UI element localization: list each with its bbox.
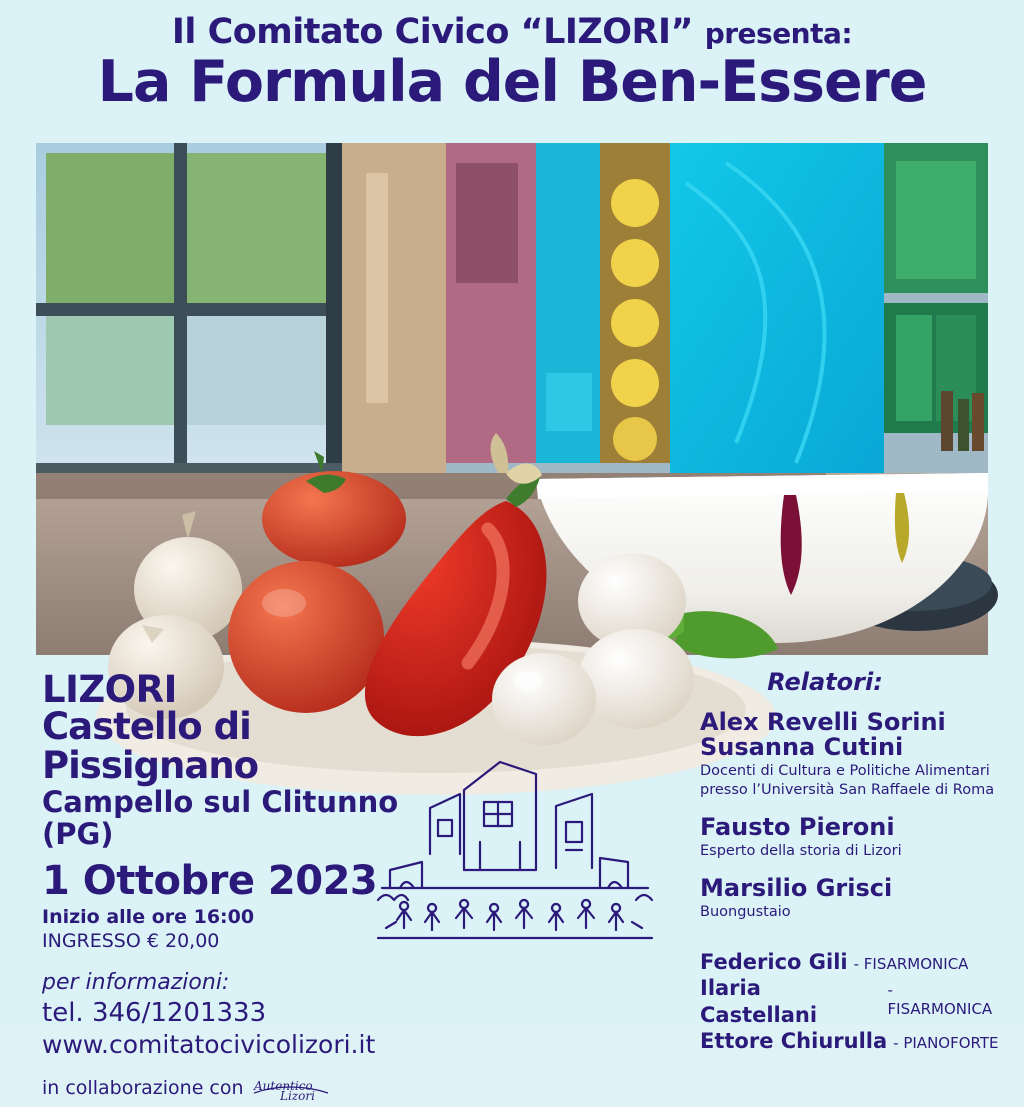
speaker-name: Susanna Cutini bbox=[700, 732, 904, 761]
autentico-lizori-logo-icon bbox=[252, 1073, 332, 1103]
venue-subtitle: Castello di Pissignano bbox=[42, 705, 259, 788]
event-start-time: Inizio alle ore 16:00 bbox=[42, 906, 255, 929]
poster-header bbox=[0, 0, 1024, 113]
musician-instrument: - FISARMONICA bbox=[887, 981, 993, 1019]
speaker-name: Fausto Pieroni bbox=[700, 813, 895, 842]
musician-instrument: - FISARMONICA bbox=[853, 955, 969, 974]
header-presenter-text: Il Comitato Civico “LIZORI” bbox=[171, 12, 693, 52]
speaker-entry bbox=[700, 876, 1000, 921]
speaker-role: Docenti di Cultura e Politiche Alimentari bbox=[700, 762, 990, 779]
village-sketch-icon bbox=[360, 750, 670, 955]
header-presenta-word: presenta: bbox=[704, 17, 853, 50]
musicians-list bbox=[700, 949, 1000, 1054]
logo-svg bbox=[252, 1073, 332, 1103]
svg-text:Autentico: Autentico bbox=[253, 1079, 313, 1094]
collaboration-label: in collaborazione con bbox=[42, 1077, 244, 1100]
speaker-role: presso l’Università San Raffaele di Roma bbox=[700, 781, 995, 798]
event-photo bbox=[36, 143, 988, 655]
speaker-entry bbox=[700, 710, 1000, 799]
speakers-title: Relatori: bbox=[767, 668, 883, 696]
svg-text:Lizori: Lizori bbox=[279, 1089, 315, 1104]
musician-name: Ilaria Castellani bbox=[700, 976, 818, 1027]
musician-name: Federico Gili bbox=[700, 950, 848, 975]
venue-town: Campello sul Clitunno (PG) bbox=[42, 784, 399, 851]
event-date: 1 Ottobre 2023 bbox=[42, 858, 378, 905]
poster-title: La Formula del Ben-Essere bbox=[97, 48, 927, 115]
contact-website[interactable]: www.comitatocivicolizori.it bbox=[42, 1030, 376, 1060]
speakers-section bbox=[700, 668, 1000, 1054]
info-label: per informazioni: bbox=[42, 970, 230, 996]
musician-row bbox=[700, 949, 1000, 975]
event-entry-fee: INGRESSO € 20,00 bbox=[42, 930, 220, 953]
musician-instrument: - PIANOFORTE bbox=[893, 1033, 999, 1052]
speaker-name: Marsilio Grisci bbox=[700, 874, 893, 903]
collaboration-row bbox=[42, 1073, 472, 1103]
speaker-role: Esperto della storia di Lizori bbox=[700, 842, 902, 859]
poster-lower bbox=[0, 660, 1024, 1104]
musician-row bbox=[700, 1028, 1000, 1054]
venue-name: LIZORI bbox=[42, 668, 177, 711]
photo-illustration bbox=[36, 143, 988, 655]
musician-row bbox=[700, 975, 1000, 1028]
header-presenter-line bbox=[0, 14, 1024, 51]
speaker-entry bbox=[700, 815, 1000, 860]
speaker-role: Buongustaio bbox=[700, 903, 791, 920]
musician-name: Ettore Chiurulla bbox=[700, 1028, 888, 1053]
speaker-name: Alex Revelli Sorini bbox=[700, 708, 946, 736]
village-sketch-svg bbox=[360, 750, 670, 955]
contact-phone[interactable]: tel. 346/1201333 bbox=[42, 998, 267, 1029]
